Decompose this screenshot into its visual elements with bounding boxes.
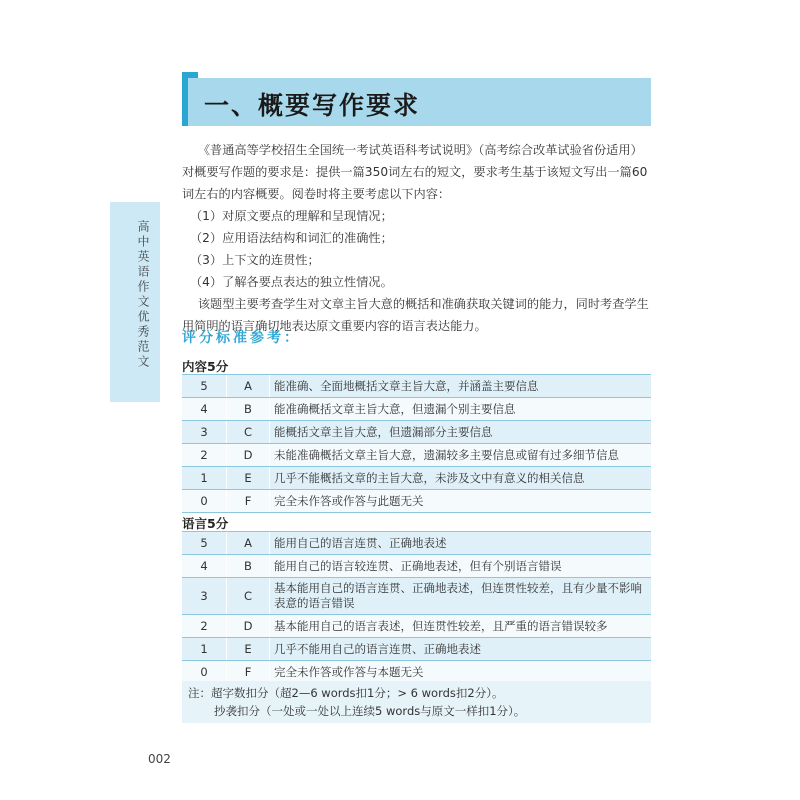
grade-cell: E xyxy=(227,638,270,661)
desc-cell: 能用自己的语言连贯、正确地表述 xyxy=(270,532,652,555)
desc-cell: 能概括文章主旨大意，但遗漏部分主要信息 xyxy=(270,421,652,444)
score-cell: 1 xyxy=(182,638,227,661)
grade-cell: D xyxy=(227,615,270,638)
desc-cell: 基本能用自己的语言表述，但连贯性较差，且严重的语言错误较多 xyxy=(270,615,652,638)
side-tab-label: 高中英语作文优秀范文 xyxy=(136,220,150,370)
table-row xyxy=(182,398,651,421)
table-row xyxy=(182,615,651,638)
score-cell: 3 xyxy=(182,578,227,615)
notes-box xyxy=(182,681,651,723)
grade-cell: F xyxy=(227,661,270,684)
grade-cell: A xyxy=(227,375,270,398)
title-accent xyxy=(182,72,198,78)
content-section-label: 内容5分 xyxy=(182,359,229,374)
desc-cell: 几乎不能概括文章的主旨大意，未涉及文中有意义的相关信息 xyxy=(270,467,652,490)
score-cell: 5 xyxy=(182,375,227,398)
grade-cell: D xyxy=(227,444,270,467)
desc-cell: 能准确、全面地概括文章主旨大意，并涵盖主要信息 xyxy=(270,375,652,398)
intro-item: （3）上下文的连贯性； xyxy=(190,253,320,267)
table-row xyxy=(182,638,651,661)
grade-cell: A xyxy=(227,532,270,555)
page-title: 一、概要写作要求 xyxy=(204,91,421,120)
desc-cell: 完全未作答或作答与此题无关 xyxy=(270,490,652,513)
grade-cell: C xyxy=(227,578,270,615)
score-cell: 0 xyxy=(182,661,227,684)
desc-cell: 能准确概括文章主旨大意，但遗漏个别主要信息 xyxy=(270,398,652,421)
desc-cell: 未能准确概括文章主旨大意，遗漏较多主要信息或留有过多细节信息 xyxy=(270,444,652,467)
intro-item: （2）应用语法结构和词汇的准确性； xyxy=(190,231,393,245)
score-cell: 4 xyxy=(182,555,227,578)
language-section-label: 语言5分 xyxy=(182,516,229,531)
note-line: 注：超字数扣分（超2—6 words扣1分；> 6 words扣2分）。 xyxy=(188,686,504,700)
table-row xyxy=(182,490,651,513)
score-cell: 2 xyxy=(182,444,227,467)
score-cell: 5 xyxy=(182,532,227,555)
grade-cell: C xyxy=(227,421,270,444)
desc-cell: 几乎不能用自己的语言连贯、正确地表述 xyxy=(270,638,652,661)
intro-item: （1）对原文要点的理解和呈现情况； xyxy=(190,209,393,223)
page-number: 002 xyxy=(148,752,171,766)
desc-cell: 基本能用自己的语言连贯、正确地表述，但连贯性较差，且有少量不影响表意的语言错误 xyxy=(270,578,652,615)
section-title-bar xyxy=(182,78,651,126)
grade-cell: B xyxy=(227,555,270,578)
language-score-table xyxy=(182,531,651,684)
intro-paragraph: 《普通高等学校招生全国统一考试英语科考试说明》（高考综合改革试验省份适用）对概要写作题的要求是：提供一篇350词左右的短文，要求考生基于该短文写出一篇60词左右的内容概要。阅卷时将主要考虑以下内容： xyxy=(182,143,648,201)
desc-cell: 能用自己的语言较连贯、正确地表述，但有个别语言错误 xyxy=(270,555,652,578)
note-line: 抄袭扣分（一处或一处以上连续5 words与原文一样扣1分）。 xyxy=(214,704,526,718)
table-row xyxy=(182,532,651,555)
intro-block xyxy=(182,139,650,337)
table-row xyxy=(182,444,651,467)
score-cell: 3 xyxy=(182,421,227,444)
intro-item: （4）了解各要点表达的独立性情况。 xyxy=(190,275,393,289)
table-row xyxy=(182,421,651,444)
score-cell: 1 xyxy=(182,467,227,490)
grade-cell: E xyxy=(227,467,270,490)
score-cell: 0 xyxy=(182,490,227,513)
score-cell: 4 xyxy=(182,398,227,421)
grade-cell: F xyxy=(227,490,270,513)
table-row xyxy=(182,578,651,615)
side-tab xyxy=(110,202,160,402)
table-row xyxy=(182,375,651,398)
intro-paragraph-2: 该题型主要考查学生对文章主旨大意的概括和准确获取关键词的能力，同时考查学生用简明的语言确切地表达原文重要内容的语言表达能力。 xyxy=(182,297,649,333)
desc-cell: 完全未作答或作答与本题无关 xyxy=(270,661,652,684)
table-row xyxy=(182,555,651,578)
grade-cell: B xyxy=(227,398,270,421)
score-cell: 2 xyxy=(182,615,227,638)
scoring-subhead: 评分标准参考： xyxy=(182,330,301,346)
table-row xyxy=(182,467,651,490)
content-score-table xyxy=(182,374,651,513)
